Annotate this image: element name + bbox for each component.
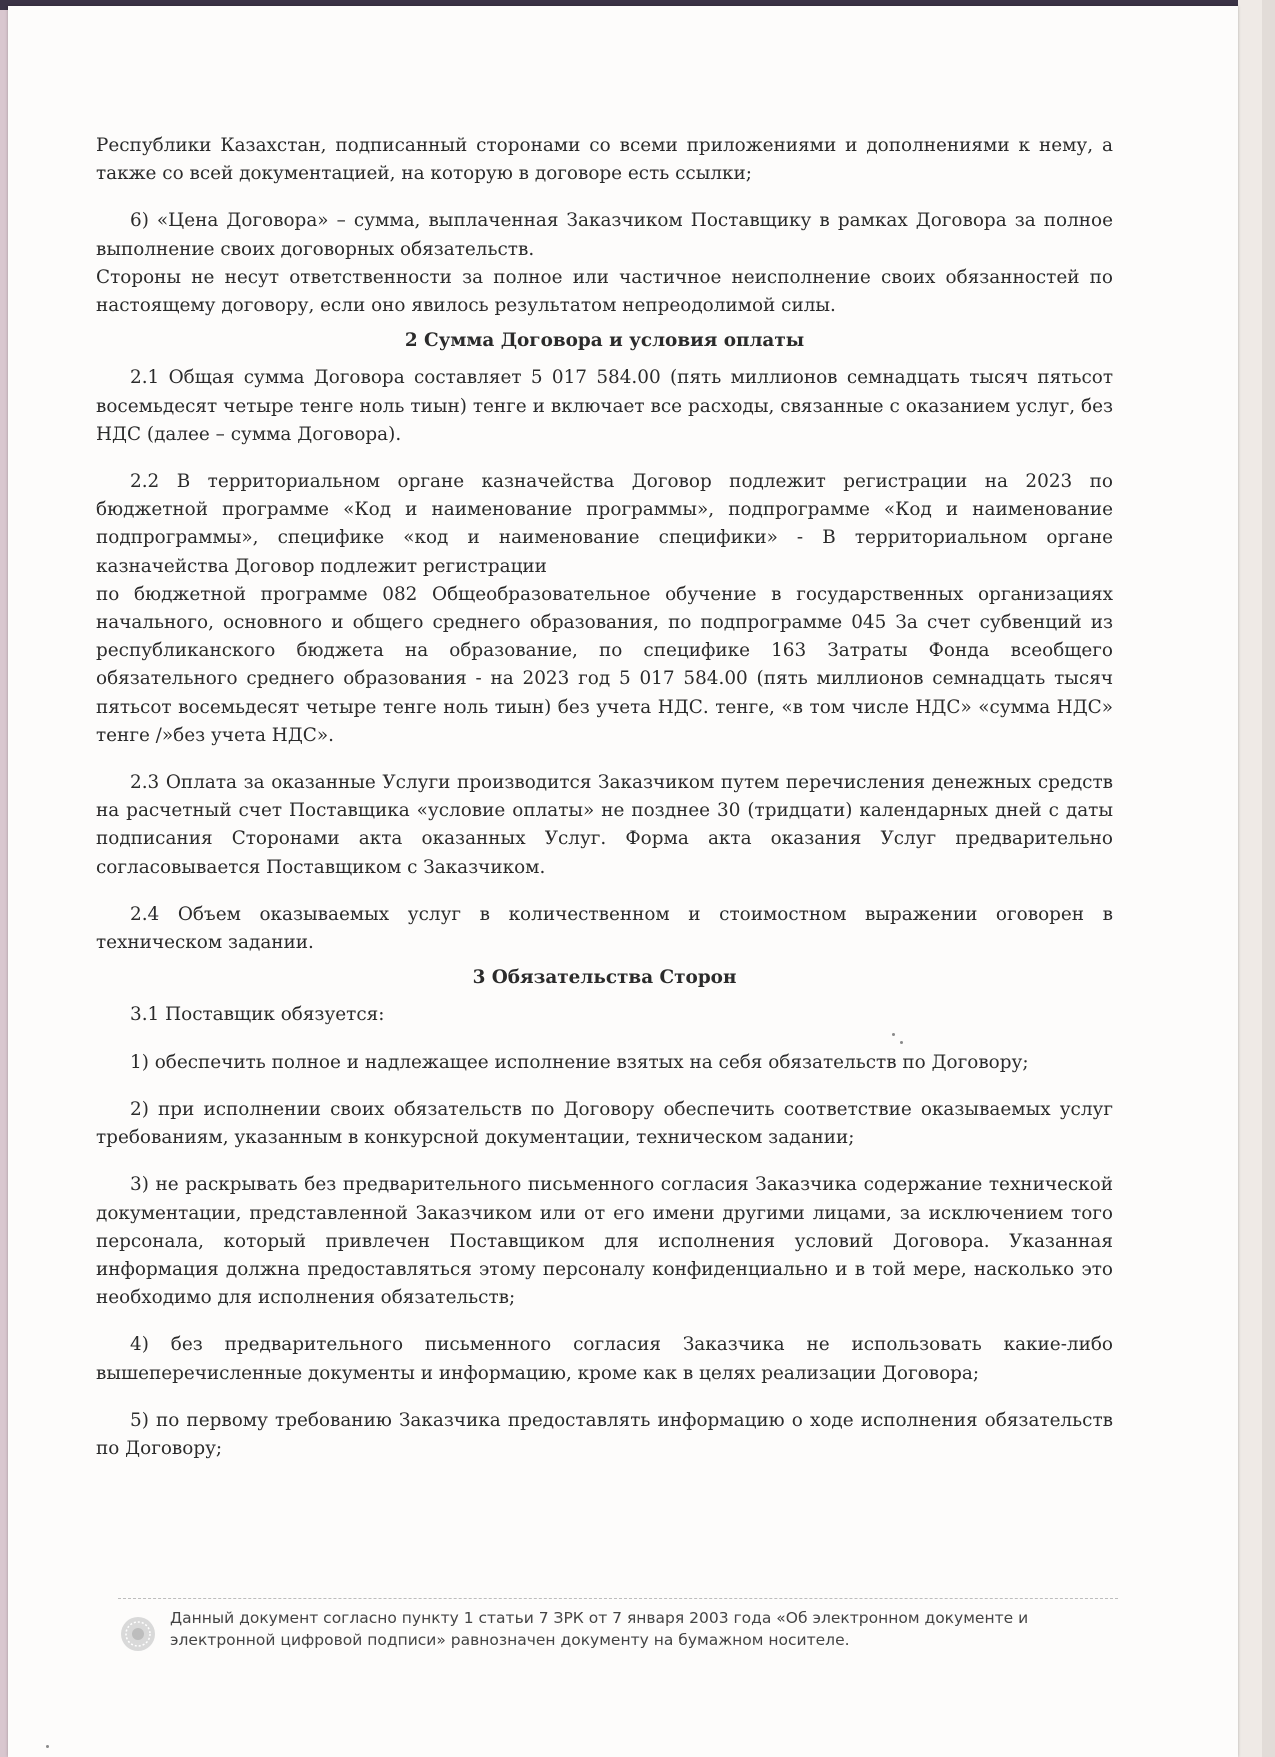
e-signature-seal-icon [118,1614,158,1654]
paragraph-contract-price: 6) «Цена Договора» – сумма, выплаченная Заказчиком Поставщику в рамках Договора за полное выполнение своих договорных обязательств. [96,210,1113,260]
paragraph-2-2: 2.2 В территориальном органе казначейства Договор подлежит регистрации на 2023 по бюджетной программе «Код и наименование программы», подпрограмме «Код и наименование подпрограммы», специфике «код и наименование специфики» - В территориальном органе казначейства Договор подлежит регистрации [96,471,1113,577]
scan-speck [892,1033,895,1036]
paragraph-2-2-budget: по бюджетной программе 082 Общеобразовательное обучение в государственных организациях начального, основного и общего среднего образования, по подпрограмме 045 За счет субвенций из республиканского бюджета на образование, по специфике 163 Затраты Фонда всеобщего обязательного среднего образования - на 2023 год 5 017 584.00 (пять миллионов семнадцать тысяч пятьсот восемьдесят четыре тенге ноль тиын) без учета НДС. тенге, «в том числе НДС» «сумма НДС» тенге /»без учета НДС». [96,583,1113,746]
footer-legal-note: Данный документ согласно пункту 1 статьи 7 ЗРК от 7 января 2003 года «Об электронном документе и электронной цифровой подписи» равнозначен документу на бумажном носителе. [170,1609,1029,1649]
footer-divider [118,1598,1118,1599]
paragraph-2-1: 2.1 Общая сумма Договора составляет 5 017 584.00 (пять миллионов семнадцать тысяч пятьсот восемьдесят четыре тенге ноль тиын) тенге и включает все расходы, связанные с оказанием услуг, без НДС (далее – сумма Договора). [96,367,1113,445]
section-heading-2: 2 Сумма Договора и условия оплаты [404,330,805,352]
list-item-5: 5) по первому требованию Заказчика предоставлять информацию о ходе исполнения обязательств по Договору; [96,1409,1113,1459]
list-item-2: 2) при исполнении своих обязательств по Договору обеспечить соответствие оказываемых услуг требованиям, указанным в конкурсной документации, техническом задании; [96,1098,1113,1149]
paragraph-force-majeure: Стороны не несут ответственности за полное или частичное неисполнение своих обязанностей по настоящему договору, если оно явилось результатом непреодолимой силы. [96,266,1113,317]
list-item-3: 3) не раскрывать без предварительного письменного согласия Заказчика содержание технической документации, представленной Заказчиком или от его имени другими лицами, за исключением того персонала, который привлечен Поставщиком для исполнения условий Договора. Указанная информация должна предоставляться этому персоналу конфиденциально и в той мере, насколько это необходимо для исполнения обязательств; [96,1174,1113,1309]
list-item-1: 1) обеспечить полное и надлежащее исполнение взятых на себя обязательств по Договору; [130,1051,1029,1073]
paragraph-3-1: 3.1 Поставщик обязуется: [130,1004,385,1026]
list-item-4: 4) без предварительного письменного согласия Заказчика не использовать какие-либо вышеперечисленные документы и информацию, кроме как в целях реализации Договора; [96,1334,1113,1384]
scan-right-edge-shadow [1262,0,1275,1757]
scan-speck [900,1041,903,1044]
paragraph-2-3: 2.3 Оплата за оказанные Услуги производится Заказчиком путем перечисления денежных средств на расчетный счет Поставщика «условие оплаты» не позднее 30 (тридцати) календарных дней с даты подписания Сторонами акта оказанных Услуг. Форма акта оказания Услуг предварительно согласовывается Поставщиком с Заказчиком. [96,772,1113,878]
scan-speck [46,1745,49,1748]
paragraph-continuation: Республики Казахстан, подписанный сторонами со всеми приложениями и дополнениями к нему, а также со всей документацией, на которую в договоре есть ссылки; [96,135,1113,185]
document-body [96,132,1113,1463]
section-heading-3: 3 Обязательства Сторон [472,967,737,989]
paragraph-2-4: 2.4 Объем оказываемых услуг в количественном и стоимостном выражении оговорен в техническом задании. [96,903,1113,954]
